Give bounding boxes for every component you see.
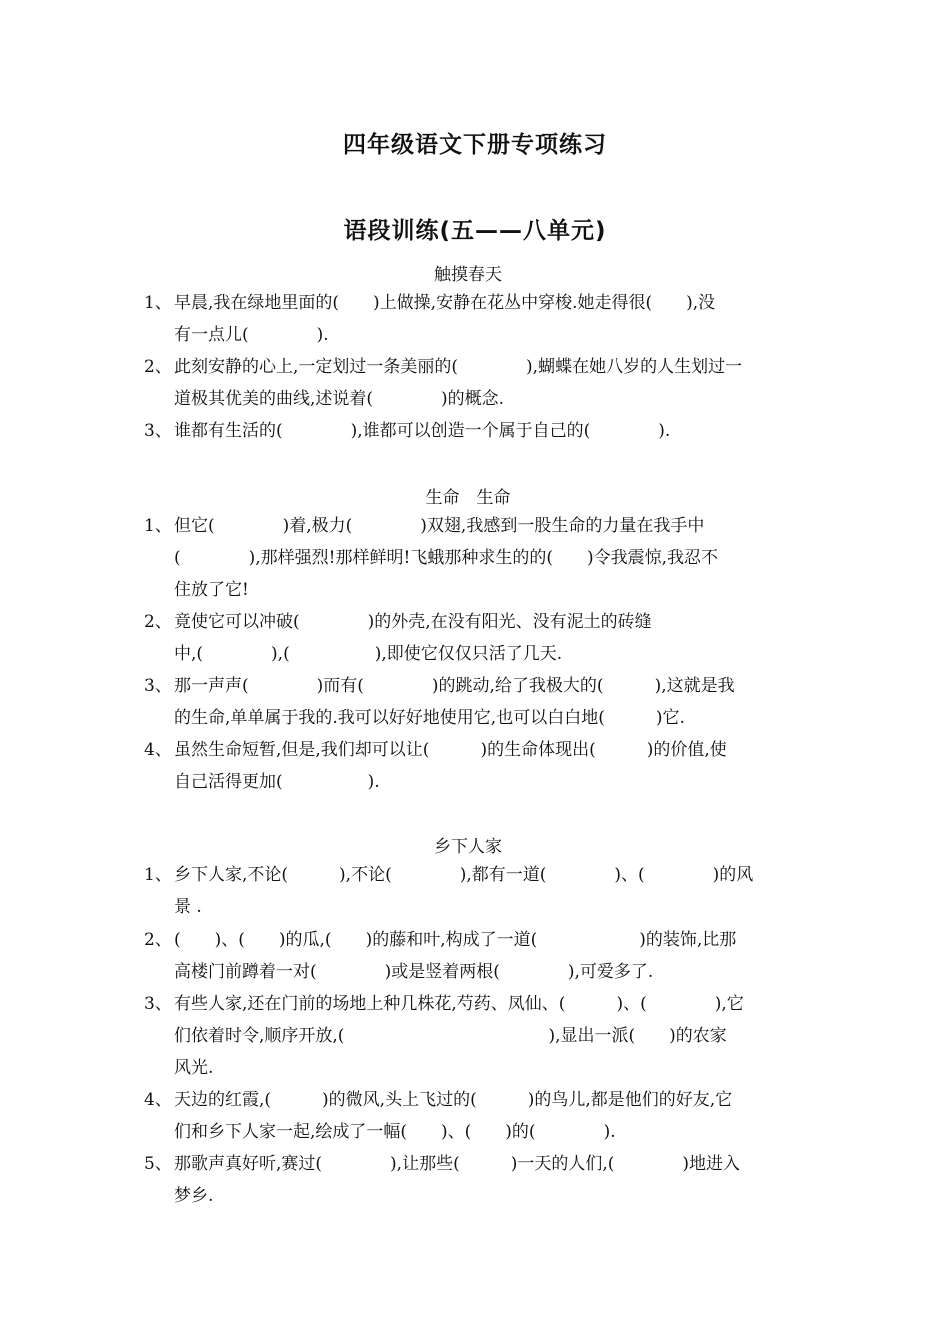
question-item	[144, 606, 816, 670]
question-item	[144, 924, 816, 988]
question-text: 早晨,我在绿地里面的( )上做操,安静在花丛中穿梭.她走得很( ),没	[174, 293, 716, 313]
page-title: 四年级语文下册专项练习	[343, 132, 607, 158]
question-first-line	[144, 1084, 816, 1116]
question-item	[144, 670, 816, 734]
question-first-line	[144, 734, 816, 766]
question-continuation-line: 高楼门前蹲着一对( )或是竖着两根( ),可爱多了.	[174, 962, 654, 982]
question-first-line	[144, 859, 816, 891]
question-item	[144, 415, 816, 447]
question-number: 2、	[144, 612, 172, 632]
question-text: 此刻安静的心上,一定划过一条美丽的( ),蝴蝶在她八岁的人生划过一	[174, 357, 743, 377]
question-number: 3、	[144, 994, 172, 1014]
question-number: 2、	[144, 357, 172, 377]
question-item	[144, 859, 816, 923]
question-first-line	[144, 606, 816, 638]
question-text: 乡下人家,不论( ),不论( ),都有一道( )、( )的风	[174, 865, 754, 885]
question-first-line	[144, 670, 816, 702]
section-xiaxia-renjia-title: 乡下人家	[434, 837, 502, 857]
question-first-line	[144, 1148, 816, 1180]
question-text: 那一声声( )而有( )的跳动,给了我极大的( ),这就是我	[174, 676, 735, 696]
question-item	[144, 1148, 816, 1212]
question-first-line	[144, 287, 816, 319]
question-first-line	[144, 415, 816, 447]
question-text: 虽然生命短暂,但是,我们却可以让( )的生命体现出( )的价值,使	[174, 740, 727, 760]
question-continuation-line: 风光.	[174, 1058, 214, 1078]
section-shengming-title: 生命 生命	[425, 488, 511, 508]
question-item	[144, 1084, 816, 1148]
question-item	[144, 510, 816, 606]
question-number: 3、	[144, 676, 172, 696]
question-continuation-line: 梦乡.	[174, 1186, 214, 1206]
question-continuation-line: 道极其优美的曲线,述说着( )的概念.	[174, 389, 505, 409]
question-item	[144, 988, 816, 1084]
question-number: 1、	[144, 865, 172, 885]
question-first-line	[144, 510, 816, 542]
question-text: ( )、( )的瓜,( )的藤和叶,构成了一道( )的装饰,比那	[174, 930, 737, 950]
question-continuation-line: ( ),那样强烈!那样鲜明!飞蛾那种求生的的( )令我震惊,我忍不	[174, 548, 718, 568]
question-first-line	[144, 924, 816, 956]
question-text: 谁都有生活的( ),谁都可以创造一个属于自己的( ).	[174, 421, 671, 441]
question-number: 5、	[144, 1154, 172, 1174]
question-number: 3、	[144, 421, 172, 441]
question-item	[144, 351, 816, 415]
question-continuation-line: 们和乡下人家一起,绘成了一幅( )、( )的( ).	[174, 1122, 616, 1142]
question-continuation-line: 们依着时令,顺序开放,( ),显出一派( )的农家	[174, 1026, 727, 1046]
question-continuation-line: 景 .	[174, 897, 202, 917]
question-continuation-line: 住放了它!	[174, 580, 249, 600]
question-number: 1、	[144, 293, 172, 313]
question-text: 竟使它可以冲破( )的外壳,在没有阳光、没有泥土的砖缝	[174, 612, 652, 632]
question-number: 2、	[144, 930, 172, 950]
question-item	[144, 287, 816, 351]
question-continuation-line: 中,( ),( ),即使它仅仅只活了几天.	[174, 644, 563, 664]
question-text: 那歌声真好听,赛过( ),让那些( )一天的人们,( )地进入	[174, 1154, 741, 1174]
question-item	[144, 734, 816, 798]
question-text: 有些人家,还在门前的场地上种几株花,芍药、凤仙、( )、( ),它	[174, 994, 744, 1014]
question-first-line	[144, 988, 816, 1020]
page-subtitle: 语段训练(五——八单元)	[343, 218, 607, 244]
question-continuation-line: 有一点儿( ).	[174, 325, 329, 345]
section-chumo-chuntian-title: 触摸春天	[434, 265, 502, 285]
question-number: 1、	[144, 516, 172, 536]
question-number: 4、	[144, 1090, 172, 1110]
question-text: 但它( )着,极力( )双翅,我感到一股生命的力量在我手中	[174, 516, 705, 536]
question-continuation-line: 自己活得更加( ).	[174, 772, 380, 792]
question-first-line	[144, 351, 816, 383]
question-continuation-line: 的生命,单单属于我的.我可以好好地使用它,也可以白白地( )它.	[174, 708, 685, 728]
question-text: 天边的红霞,( )的微风,头上飞过的( )的鸟儿,都是他们的好友,它	[174, 1090, 733, 1110]
question-number: 4、	[144, 740, 172, 760]
